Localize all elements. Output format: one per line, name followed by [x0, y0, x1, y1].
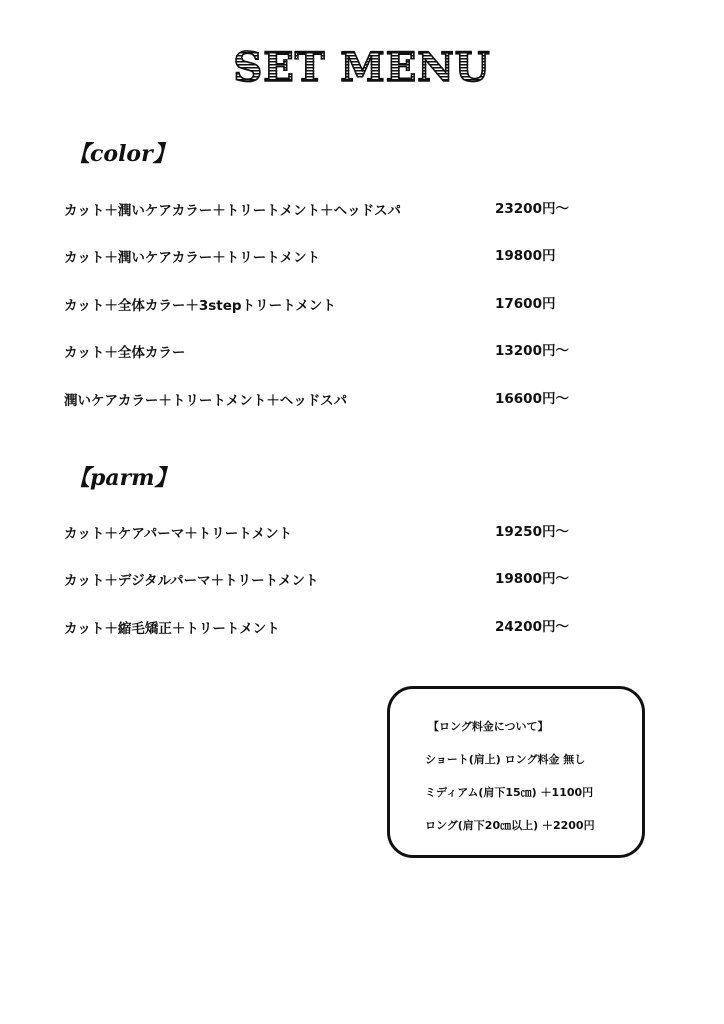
menu-item-price: 19800円〜 [495, 571, 569, 587]
page-title: SET MENU [0, 40, 724, 96]
note-line-short: ショート(肩上) ロング料金 無し [425, 753, 586, 766]
menu-item-name: カット＋ケアパーマ＋トリートメント [64, 526, 293, 542]
menu-item [64, 523, 624, 545]
menu-item-price: 16600円〜 [495, 391, 569, 407]
menu-item [64, 390, 624, 412]
note-line-long: ロング(肩下20㎝以上) ＋2200円 [425, 819, 595, 832]
menu-item [64, 570, 624, 592]
note-heading: 【ロング料金について】 [428, 720, 549, 733]
menu-item-price: 17600円 [495, 296, 556, 312]
menu-item-name: カット＋全体カラー＋3stepトリートメント [64, 298, 336, 314]
menu-item [64, 295, 624, 317]
menu-item [64, 247, 624, 269]
long-fee-note-box [387, 686, 645, 858]
menu-item-price: 23200円〜 [495, 201, 569, 217]
menu-item-name: カット＋潤いケアカラー＋トリートメント＋ヘッドスパ [64, 203, 401, 219]
menu-item-name: 潤いケアカラー＋トリートメント＋ヘッドスパ [64, 393, 348, 409]
menu-item [64, 342, 624, 364]
menu-item-price: 24200円〜 [495, 619, 569, 635]
menu-item-name: カット＋全体カラー [64, 345, 186, 361]
section-heading-color: 【color】 [68, 141, 175, 167]
menu-item-price: 19250円〜 [495, 524, 569, 540]
note-line-medium: ミディアム(肩下15㎝) ＋1100円 [425, 786, 594, 799]
menu-item [64, 200, 624, 222]
menu-item-name: カット＋潤いケアカラー＋トリートメント [64, 250, 321, 266]
menu-item [64, 618, 624, 640]
menu-item-price: 13200円〜 [495, 343, 569, 359]
section-heading-parm: 【parm】 [68, 465, 177, 491]
menu-item-price: 19800円 [495, 248, 556, 264]
menu-item-name: カット＋デジタルパーマ＋トリートメント [64, 573, 319, 589]
menu-item-name: カット＋縮毛矯正＋トリートメント [64, 621, 280, 637]
